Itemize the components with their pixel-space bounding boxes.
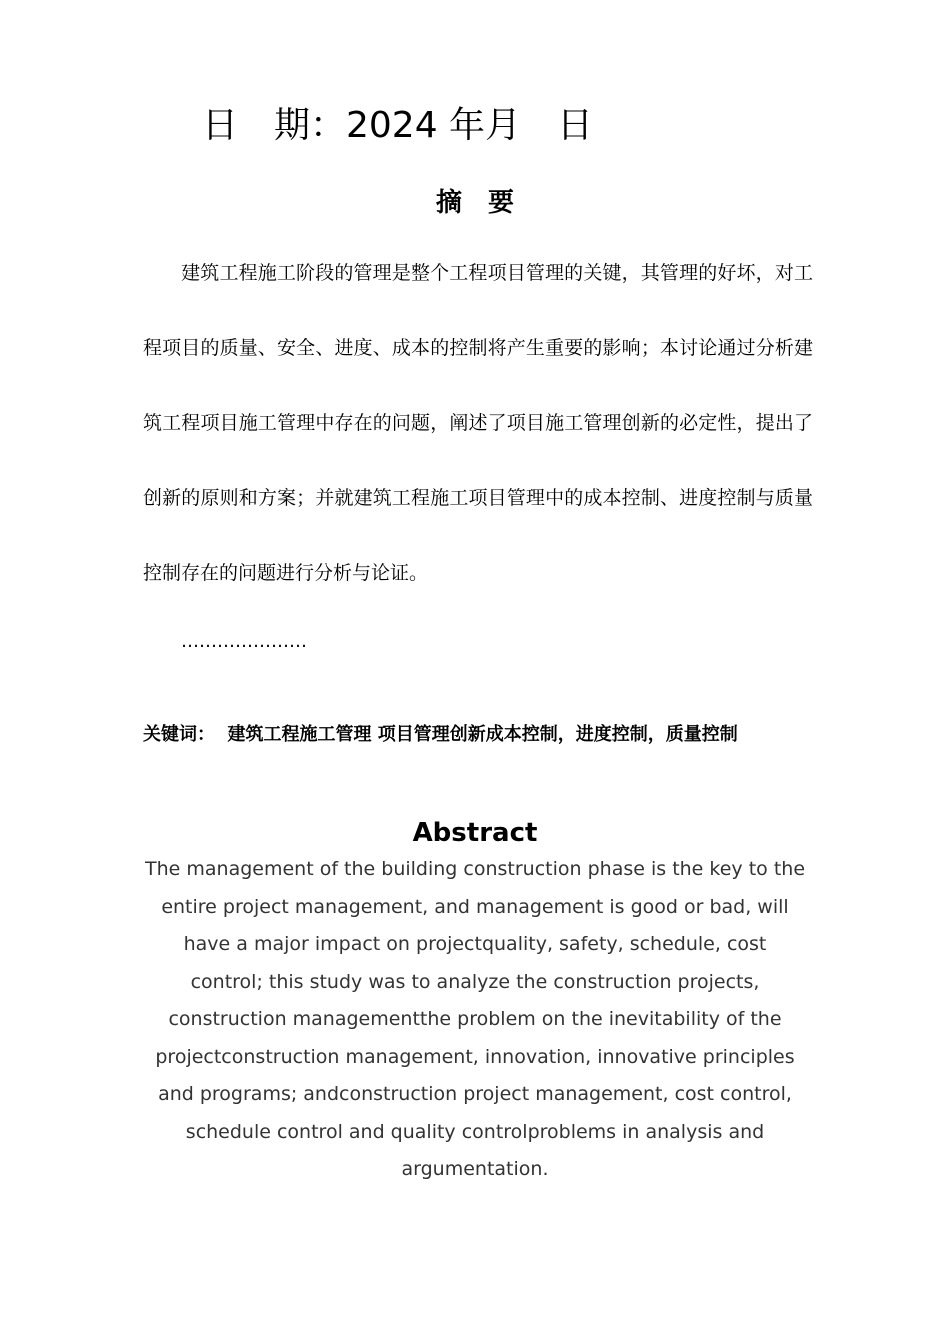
abstract-en-title: Abstract [412, 818, 538, 848]
keywords: 关键词： 建筑工程施工管理 项目管理创新成本控制，进度控制，质量控制 [143, 724, 738, 745]
abstract-zh-title: 摘 要 [435, 188, 514, 218]
abstract-zh-text: 建筑工程施工阶段的管理是整个工程项目管理的关键，其管理的好坏，对工程项目的质量、安全、进度、成本的控制将产生重要的影响；本讨论通过分析建筑工程项目施工管理中存在的问题，阐述了项目施工管理创新的必定性，提出了创新的原则和方案；并就建筑工程施工项目管理中的成本控制、进度控制与质量控制存在的问题进行分析与论证。 [143, 262, 813, 584]
date-line: 日 期：2024 年月 日 [202, 105, 594, 146]
ellipsis: ………………… [181, 631, 307, 652]
abstract-en-body: The management of the building construction phase is the key to the entire project management, and management is good or bad, will have a major impact on projectquality, safety, schedule, cost control; this study was to analyze the construction projects, construction managementthe problem on the inevitability of the projectconstruction management, innovation, innovative principles and programs; andconstruction project management, cost control, schedule control and quality controlproblems in analysis and argumentation. [145, 858, 806, 1180]
abstract-zh-body [143, 236, 813, 611]
